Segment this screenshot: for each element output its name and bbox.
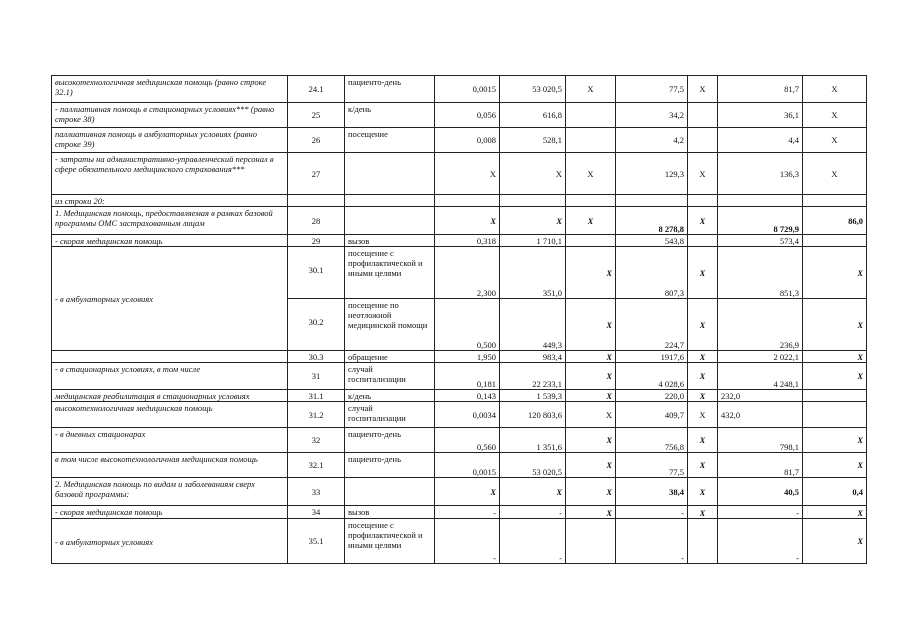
value-cell: 351,0 <box>500 247 566 299</box>
mark-cell: X <box>803 153 867 195</box>
value-cell: X <box>500 153 566 195</box>
table-row <box>52 363 867 390</box>
value-cell: - <box>718 519 803 564</box>
unit-cell: случай госпитализации <box>345 402 435 428</box>
value-cell: 4,4 <box>718 128 803 153</box>
mark-cell: X <box>803 506 867 519</box>
value-cell: 0,500 <box>435 299 500 351</box>
mark-cell: X <box>803 247 867 299</box>
row-description: медицинская реабилитация в стационарных условиях <box>52 390 288 402</box>
value-cell: 0,181 <box>435 363 500 390</box>
mark-cell: X <box>566 402 616 428</box>
value-cell: 129,3 <box>616 153 688 195</box>
row-description: паллиативная помощь в амбулаторных условиях (равно строке 39) <box>52 128 288 153</box>
value-cell: 77,5 <box>616 76 688 103</box>
row-number: 27 <box>288 153 345 195</box>
value-cell: 0,056 <box>435 103 500 128</box>
value-cell: 224,7 <box>616 299 688 351</box>
value-cell: - <box>718 506 803 519</box>
mark-cell <box>803 402 867 428</box>
row-description: - скорая медицинская помощь <box>52 506 288 519</box>
value-cell: 232,0 <box>718 390 803 402</box>
value-cell: 220,0 <box>616 390 688 402</box>
value-cell: 1 539,3 <box>500 390 566 402</box>
mark-cell: X <box>500 478 566 506</box>
mark-cell <box>566 519 616 564</box>
table-row <box>52 402 867 428</box>
row-description: - паллиативная помощь в стационарных условиях*** (равно строке 38) <box>52 103 288 128</box>
table-row <box>52 247 867 299</box>
row-number: 30.1 <box>288 247 345 299</box>
value-cell: 22 233,1 <box>500 363 566 390</box>
value-cell: - <box>435 519 500 564</box>
value-cell: 53 020,5 <box>500 453 566 478</box>
section-caption: из строки 20: <box>52 195 288 207</box>
value-cell: 40,5 <box>718 478 803 506</box>
table-row <box>52 453 867 478</box>
value-cell: - <box>616 519 688 564</box>
table-row <box>52 195 867 207</box>
value-cell: 53 020,5 <box>500 76 566 103</box>
unit-cell: посещение по неотложной медицинской помощи <box>345 299 435 351</box>
value-cell: 851,3 <box>718 247 803 299</box>
row-description: 2. Медицинская помощь по видам и заболеваниям сверх базовой программы: <box>52 478 288 506</box>
table-row <box>52 519 867 564</box>
mark-cell: X <box>688 247 718 299</box>
mark-cell: X <box>803 103 867 128</box>
mark-cell: X <box>688 351 718 363</box>
mark-cell: X <box>566 299 616 351</box>
mark-cell: X <box>566 428 616 453</box>
value-cell: 573,4 <box>718 235 803 247</box>
row-number: 31 <box>288 363 345 390</box>
value-cell: 0,4 <box>803 478 867 506</box>
mark-cell: X <box>688 506 718 519</box>
value-cell: 8 278,8 <box>616 207 688 235</box>
table-row <box>52 235 867 247</box>
value-cell: 543,8 <box>616 235 688 247</box>
row-number: 33 <box>288 478 345 506</box>
unit-cell: посещение с профилактической и иными целями <box>345 247 435 299</box>
mark-cell: X <box>688 428 718 453</box>
mark-cell: X <box>803 363 867 390</box>
row-number: 25 <box>288 103 345 128</box>
mark-cell: X <box>566 351 616 363</box>
value-cell: 449,3 <box>500 299 566 351</box>
value-cell: 0,143 <box>435 390 500 402</box>
value-cell: 1,950 <box>435 351 500 363</box>
unit-cell: случай госпитализации <box>345 363 435 390</box>
value-cell: 38,4 <box>616 478 688 506</box>
mark-cell: X <box>435 478 500 506</box>
value-cell: - <box>616 506 688 519</box>
table-row <box>52 128 867 153</box>
value-cell: 4 028,6 <box>616 363 688 390</box>
table-row <box>52 207 867 235</box>
row-number: 24.1 <box>288 76 345 103</box>
row-number: 32 <box>288 428 345 453</box>
mark-cell <box>803 390 867 402</box>
value-cell: 4,2 <box>616 128 688 153</box>
value-cell: 0,0034 <box>435 402 500 428</box>
row-description: - в амбулаторных условиях <box>52 519 288 564</box>
financial-table <box>51 75 867 564</box>
mark-cell <box>566 103 616 128</box>
row-number: 34 <box>288 506 345 519</box>
table-row <box>52 103 867 128</box>
row-description: - затраты на административно-управленческий персонал в сфере обязательного медицинского страхования*** <box>52 153 288 195</box>
mark-cell: X <box>566 478 616 506</box>
value-cell: 236,9 <box>718 299 803 351</box>
unit-cell: вызов <box>345 506 435 519</box>
table-row <box>52 153 867 195</box>
mark-cell: X <box>566 76 616 103</box>
mark-cell: X <box>803 519 867 564</box>
row-number: 35.1 <box>288 519 345 564</box>
unit-cell: обращение <box>345 351 435 363</box>
value-cell: 1 710,1 <box>500 235 566 247</box>
unit-cell: посещение <box>345 128 435 153</box>
mark-cell: X <box>500 207 566 235</box>
value-cell: 432,0 <box>718 402 803 428</box>
value-cell: 120 803,6 <box>500 402 566 428</box>
unit-cell: посещение с профилактической и иными целями <box>345 519 435 564</box>
mark-cell: X <box>688 453 718 478</box>
table-row <box>52 428 867 453</box>
unit-cell: вызов <box>345 235 435 247</box>
mark-cell <box>688 519 718 564</box>
value-cell: 756,8 <box>616 428 688 453</box>
mark-cell <box>688 128 718 153</box>
mark-cell: X <box>688 76 718 103</box>
mark-cell <box>566 128 616 153</box>
mark-cell: X <box>566 207 616 235</box>
row-description: высокотехнологичная медицинская помощь (равно строке 32.1) <box>52 76 288 103</box>
mark-cell: X <box>566 453 616 478</box>
row-description: высокотехнологичная медицинская помощь <box>52 402 288 428</box>
value-cell: X <box>435 153 500 195</box>
mark-cell: X <box>688 402 718 428</box>
mark-cell: X <box>566 247 616 299</box>
row-number: 31.2 <box>288 402 345 428</box>
row-number: 28 <box>288 207 345 235</box>
value-cell: 983,4 <box>500 351 566 363</box>
value-cell: 0,560 <box>435 428 500 453</box>
value-cell: 798,1 <box>718 428 803 453</box>
value-cell: 4 248,1 <box>718 363 803 390</box>
value-cell: 36,1 <box>718 103 803 128</box>
mark-cell: X <box>566 390 616 402</box>
value-cell: 0,0015 <box>435 76 500 103</box>
value-cell: 0,0015 <box>435 453 500 478</box>
mark-cell: X <box>803 128 867 153</box>
row-description: - в дневных стационарах <box>52 428 288 453</box>
value-cell: 81,7 <box>718 76 803 103</box>
mark-cell: X <box>566 153 616 195</box>
mark-cell: X <box>803 76 867 103</box>
mark-cell: X <box>688 299 718 351</box>
unit-cell: пациенто-день <box>345 428 435 453</box>
value-cell: - <box>500 519 566 564</box>
mark-cell: X <box>688 478 718 506</box>
value-cell: 1 351,6 <box>500 428 566 453</box>
value-cell: 807,3 <box>616 247 688 299</box>
mark-cell: X <box>688 153 718 195</box>
mark-cell <box>688 103 718 128</box>
unit-cell <box>345 153 435 195</box>
value-cell: 136,3 <box>718 153 803 195</box>
table-row <box>52 506 867 519</box>
mark-cell <box>803 235 867 247</box>
value-cell: 2,300 <box>435 247 500 299</box>
mark-cell: X <box>803 299 867 351</box>
unit-cell: к/день <box>345 390 435 402</box>
row-description: в том числе высокотехнологичная медицинская помощь <box>52 453 288 478</box>
mark-cell: X <box>688 390 718 402</box>
row-description: 1. Медицинская помощь, предоставляемая в рамках базовой программы ОМС застрахованным лицам <box>52 207 288 235</box>
mark-cell <box>566 235 616 247</box>
value-cell: 528,1 <box>500 128 566 153</box>
value-cell: 81,7 <box>718 453 803 478</box>
mark-cell: X <box>803 428 867 453</box>
unit-cell <box>345 207 435 235</box>
row-description: - в стационарных условиях, в том числе <box>52 363 288 390</box>
value-cell: 8 729,9 <box>718 207 803 235</box>
row-number: 26 <box>288 128 345 153</box>
row-number: 29 <box>288 235 345 247</box>
mark-cell: X <box>803 453 867 478</box>
unit-cell: пациенто-день <box>345 453 435 478</box>
table-row <box>52 390 867 402</box>
value-cell: 34,2 <box>616 103 688 128</box>
unit-cell: к/день <box>345 103 435 128</box>
value-cell: 616,8 <box>500 103 566 128</box>
value-cell: 0,318 <box>435 235 500 247</box>
row-number: 31.1 <box>288 390 345 402</box>
value-cell: 77,5 <box>616 453 688 478</box>
mark-cell: X <box>566 363 616 390</box>
table-row <box>52 478 867 506</box>
value-cell: 0,008 <box>435 128 500 153</box>
mark-cell: X <box>803 351 867 363</box>
table-row <box>52 76 867 103</box>
value-cell: 1917,6 <box>616 351 688 363</box>
value-cell: - <box>500 506 566 519</box>
value-cell: - <box>435 506 500 519</box>
row-number: 30.3 <box>288 351 345 363</box>
mark-cell: X <box>566 506 616 519</box>
value-cell: 2 022,1 <box>718 351 803 363</box>
row-number: 30.2 <box>288 299 345 351</box>
row-description: - в амбулаторных условиях <box>52 247 288 351</box>
table-row <box>52 351 867 363</box>
value-cell: 409,7 <box>616 402 688 428</box>
row-description: - скорая медицинская помощь <box>52 235 288 247</box>
unit-cell: пациенто-день <box>345 76 435 103</box>
document-table-page <box>51 75 866 585</box>
mark-cell: X <box>688 363 718 390</box>
mark-cell <box>688 235 718 247</box>
mark-cell: X <box>688 207 718 235</box>
unit-cell <box>345 478 435 506</box>
value-cell: 86,0 <box>803 207 867 235</box>
mark-cell: X <box>435 207 500 235</box>
row-number: 32.1 <box>288 453 345 478</box>
